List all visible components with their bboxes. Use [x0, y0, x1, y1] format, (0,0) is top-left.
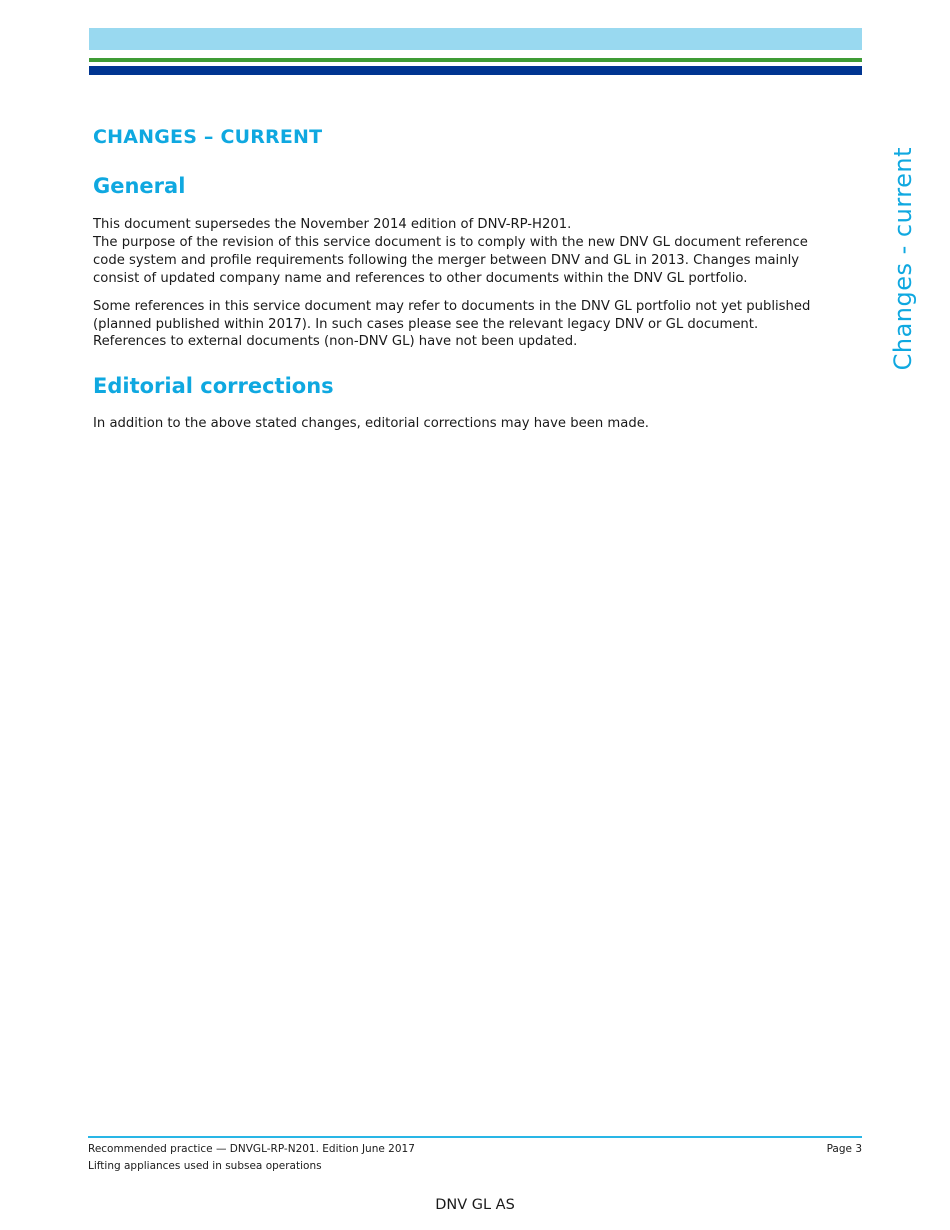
header-band-green — [89, 58, 862, 62]
section-title: CHANGES – CURRENT — [93, 126, 323, 148]
general-paragraph-1 — [93, 216, 863, 288]
editorial-paragraph: In addition to the above stated changes, editorial corrections may have been made. — [93, 416, 649, 431]
side-tab — [885, 143, 921, 375]
general-paragraph-1-line: code system and profile requirements following the merger between DNV and GL in 2013. Changes mainly — [93, 253, 800, 268]
general-paragraph-2-line: Some references in this service document may refer to documents in the DNV GL portfolio not yet published — [93, 299, 811, 314]
header-band-navy — [89, 66, 862, 75]
header-band-light — [89, 28, 862, 50]
general-paragraph-1-line: consist of updated company name and references to other documents within the DNV GL portfolio. — [93, 271, 748, 286]
footer-company-name: DNV GL AS — [435, 1197, 515, 1213]
general-paragraph-2-line: References to external documents (non-DNV GL) have not been updated. — [93, 334, 578, 349]
footer-document-title: Lifting appliances used in subsea operations — [88, 1160, 322, 1172]
general-heading: General — [93, 174, 186, 198]
side-tab-label: Changes - current — [889, 147, 917, 371]
general-paragraph-2 — [93, 298, 863, 351]
footer-divider — [88, 1136, 862, 1138]
general-paragraph-1-line: This document supersedes the November 2014 edition of DNV-RP-H201. — [93, 217, 572, 232]
general-paragraph-2-line: (planned published within 2017). In such cases please see the relevant legacy DNV or GL document. — [93, 316, 759, 332]
editorial-heading: Editorial corrections — [93, 374, 334, 398]
footer-document-reference: Recommended practice — DNVGL-RP-N201. Edition June 2017 — [88, 1143, 415, 1155]
footer-page-number: Page 3 — [826, 1143, 862, 1155]
general-paragraph-1-line: The purpose of the revision of this service document is to comply with the new DNV GL document reference — [93, 235, 808, 250]
